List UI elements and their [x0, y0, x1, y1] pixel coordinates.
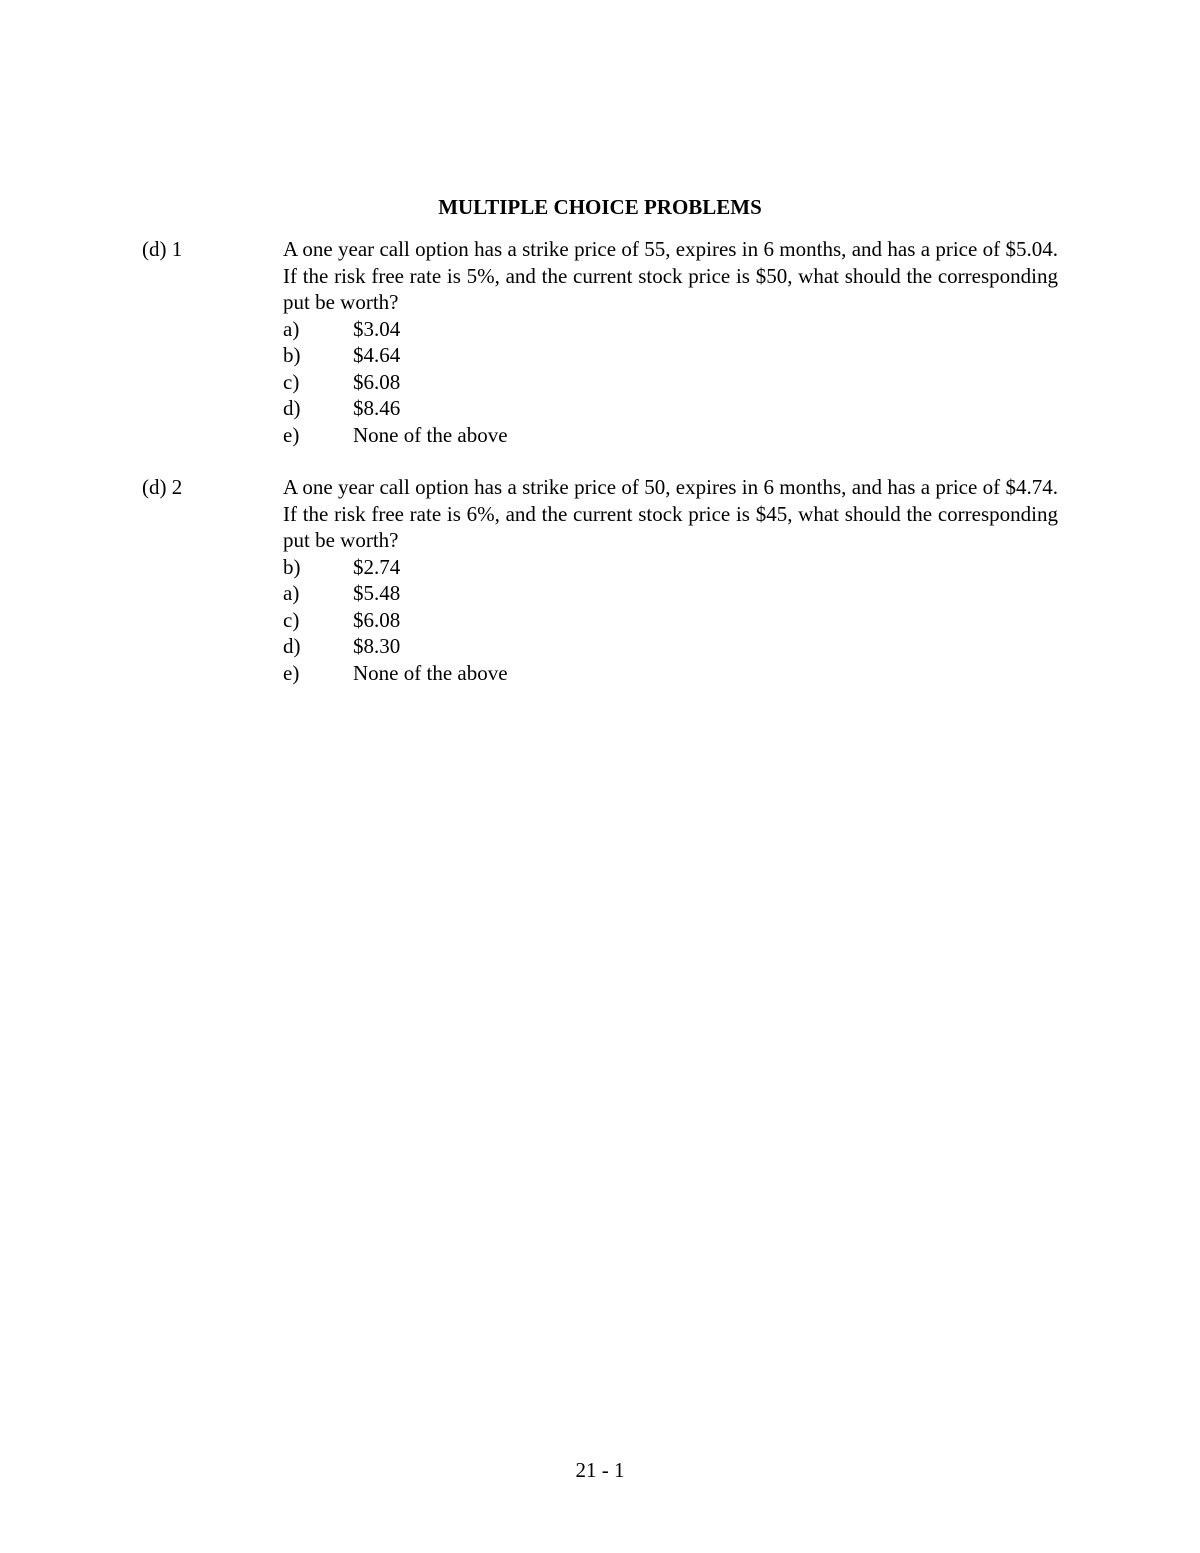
problem-number: (d) 1 — [142, 237, 183, 261]
option-letter: d) — [283, 634, 301, 658]
answer-option — [283, 422, 1058, 449]
option-letter: c) — [283, 369, 300, 394]
option-text: $6.08 — [353, 607, 401, 632]
option-letter: b) — [283, 554, 301, 579]
option-text: $6.08 — [353, 369, 401, 394]
option-letter: a) — [283, 316, 300, 341]
option-text: $2.74 — [353, 554, 401, 579]
question-text: A one year call option has a strike price of 50, expires in 6 months, and has a price of $4.74. If the risk free rate is 6%, and the current stock price is $45, what should the corresponding put be worth? — [283, 475, 1058, 552]
answer-option — [283, 395, 1058, 422]
answer-option — [283, 342, 1058, 369]
option-text: $3.04 — [353, 316, 401, 341]
question-text: A one year call option has a strike price of 55, expires in 6 months, and has a price of $5.04. If the risk free rate is 5%, and the current stock price is $50, what should the corresponding put be worth? — [283, 237, 1058, 314]
option-text: $4.64 — [353, 343, 401, 367]
answer-option — [283, 607, 1058, 634]
option-letter: c) — [283, 607, 300, 632]
answer-options — [283, 554, 1058, 687]
answer-option — [283, 580, 1058, 607]
option-text: $5.48 — [353, 581, 401, 605]
answer-option — [283, 554, 1058, 581]
answer-option — [283, 660, 1058, 687]
problem-number: (d) 2 — [142, 475, 183, 499]
option-text: None of the above — [353, 660, 508, 685]
answer-option — [283, 633, 1058, 660]
problem-body — [283, 474, 1058, 686]
option-letter: b) — [283, 343, 301, 367]
option-text: None of the above — [353, 422, 508, 447]
option-text: $8.30 — [353, 634, 401, 658]
page-number: 21 - 1 — [575, 1458, 625, 1482]
option-letter: a) — [283, 581, 300, 605]
option-letter: e) — [283, 422, 300, 447]
page-title: MULTIPLE CHOICE PROBLEMS — [438, 195, 762, 219]
option-letter: d) — [283, 396, 301, 420]
answer-options — [283, 316, 1058, 449]
answer-option — [283, 316, 1058, 343]
option-text: $8.46 — [353, 396, 401, 420]
problem-body — [283, 236, 1058, 448]
option-letter: e) — [283, 660, 300, 685]
answer-option — [283, 369, 1058, 396]
